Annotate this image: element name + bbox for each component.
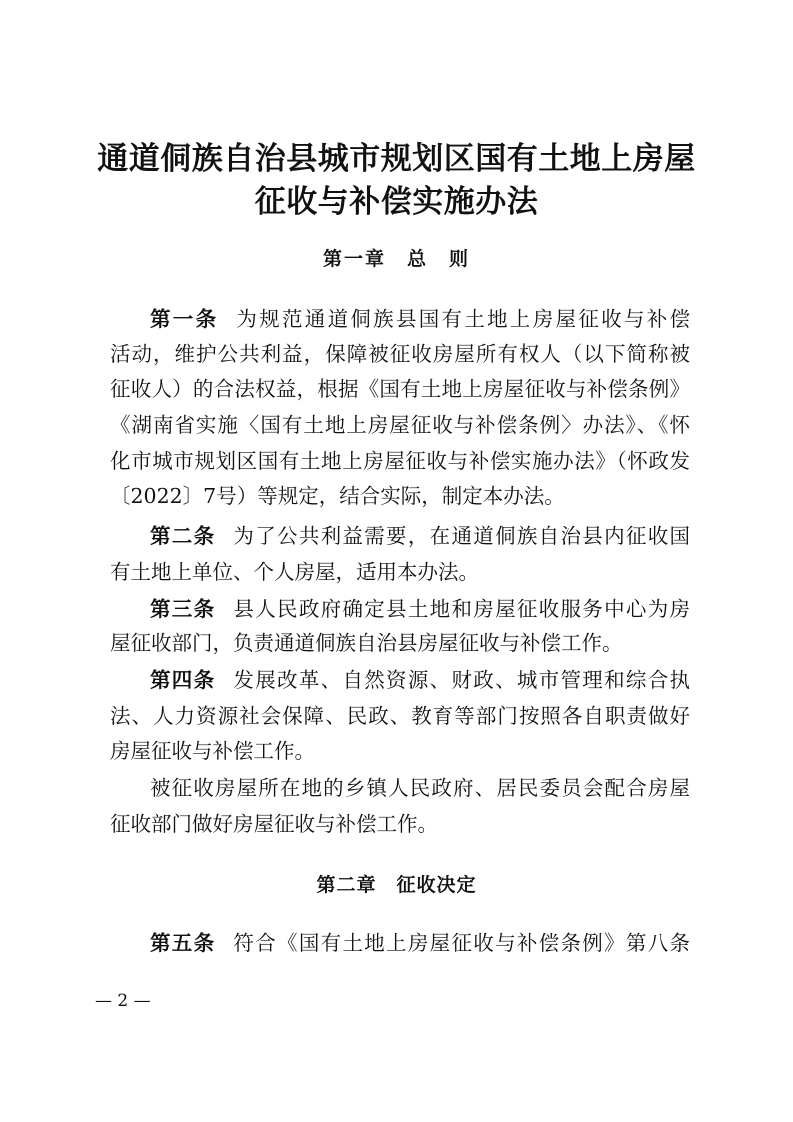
article-1-line: 征收人）的合法权益，根据《国有土地上房屋征收与补偿条例》 xyxy=(110,377,690,401)
article-5-line xyxy=(150,931,690,956)
article-2-line: 有土地上单位、个人房屋，适用本办法。 xyxy=(110,560,479,584)
article-4-line: 房屋征收与补偿工作。 xyxy=(110,739,315,763)
article-4-line xyxy=(150,668,690,693)
article-1-text: 为规范通道侗族县国有土地上房屋征收与补偿 xyxy=(236,307,691,331)
article-1-line: 化市城市规划区国有土地上房屋征收与补偿实施办法》（怀政发 xyxy=(110,449,690,473)
chapter-one-heading: 第一章 总 则 xyxy=(322,248,470,270)
article-4-text: 发展改革、自然资源、财政、城市管理和综合执 xyxy=(233,668,691,692)
article-1-line: 《湖南省实施〈国有土地上房屋征收与补偿条例〉办法》、《怀 xyxy=(110,413,690,437)
document-title-line-2: 征收与补偿实施办法 xyxy=(254,184,539,220)
article-3-text: 县人民政府确定县土地和房屋征收服务中心为房 xyxy=(233,597,691,621)
article-5-label: 第五条 xyxy=(150,931,216,955)
article-4-label: 第四条 xyxy=(150,668,216,692)
article-3-line: 屋征收部门，负责通道侗族自治县房屋征收与补偿工作。 xyxy=(110,631,623,655)
chapter-two-heading: 第二章 征收决定 xyxy=(316,874,477,896)
article-2-text: 为了公共利益需要，在通道侗族自治县内征收国 xyxy=(233,524,691,548)
article-4-line: 法、人力资源社会保障、民政、教育等部门按照各自职责做好 xyxy=(110,704,690,728)
article-1-line: 〔2022〕7号）等规定，结合实际，制定本办法。 xyxy=(110,484,565,508)
article-1-line: 活动，维护公共利益，保障被征收房屋所有权人（以下简称被 xyxy=(110,342,690,366)
article-3-label: 第三条 xyxy=(150,597,216,621)
page-number: — 2 — xyxy=(95,991,151,1011)
article-4-paragraph-2-line: 征收部门做好房屋征收与补偿工作。 xyxy=(110,812,438,836)
article-1-label: 第一条 xyxy=(150,307,219,331)
article-4-paragraph-2-line: 被征收房屋所在地的乡镇人民政府、居民委员会配合房屋 xyxy=(150,776,690,800)
document-title-line-1: 通道侗族自治县城市规划区国有土地上房屋 xyxy=(97,141,696,177)
article-2-label: 第二条 xyxy=(150,524,216,548)
article-3-line xyxy=(150,597,690,622)
article-2-line xyxy=(150,524,690,549)
article-5-text: 符合《国有土地上房屋征收与补偿条例》第八条 xyxy=(233,931,691,955)
article-1-line xyxy=(150,307,690,332)
